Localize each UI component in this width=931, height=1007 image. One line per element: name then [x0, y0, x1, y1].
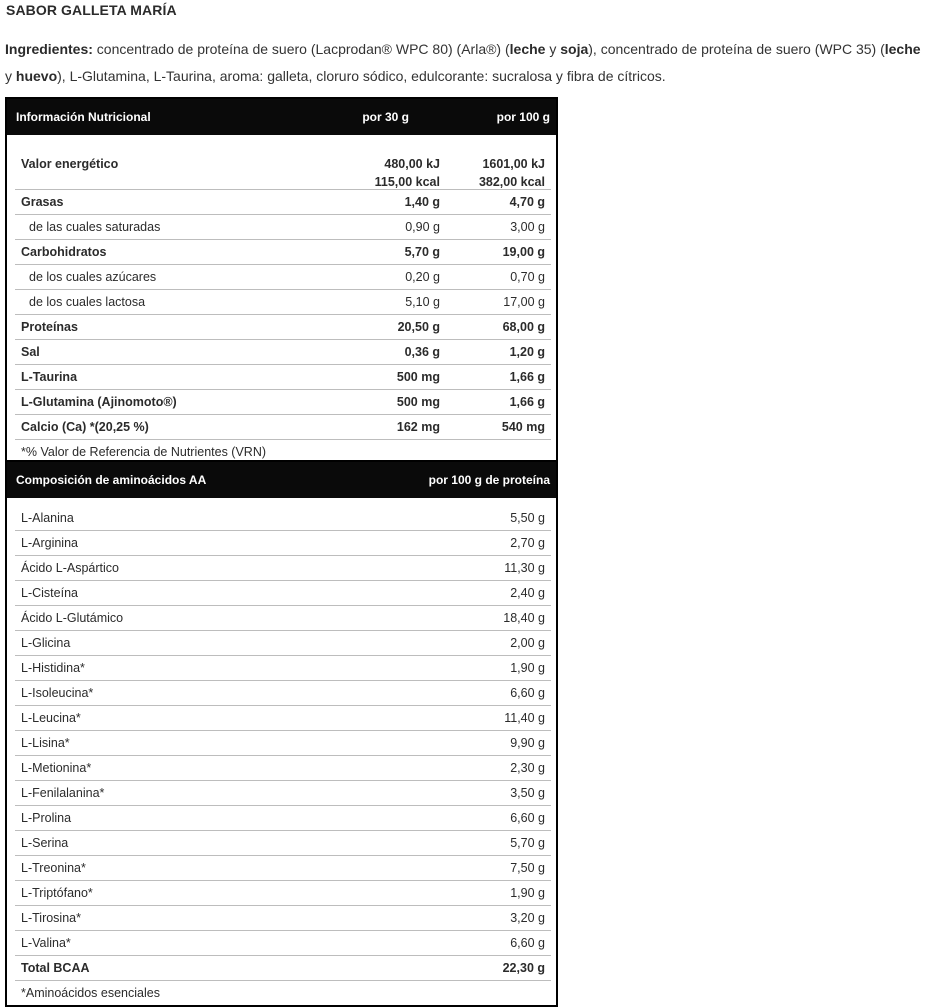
- amino-row: [15, 706, 551, 731]
- nutrition-row: [15, 390, 551, 415]
- amino-rows: [7, 506, 556, 956]
- amino-row: [15, 506, 551, 531]
- ingredients-text-part: y: [545, 41, 561, 57]
- amino-total-row: [15, 956, 551, 981]
- amino-row-value: 5,70 g: [510, 836, 545, 850]
- amino-row-label: L-Lisina*: [21, 736, 70, 750]
- nutrition-row-label: L-Taurina: [21, 370, 78, 384]
- amino-row-value: 6,60 g: [510, 936, 545, 950]
- energy-row: [15, 143, 551, 190]
- amino-row: [15, 806, 551, 831]
- nutrition-row-value-100: 3,00 g: [510, 220, 545, 234]
- amino-row-label: L-Metionina*: [21, 761, 92, 775]
- energy-kcal-100: 382,00 kcal: [478, 175, 545, 189]
- nutrition-row: [15, 315, 551, 340]
- amino-row: [15, 906, 551, 931]
- nutrition-row-value-30: 0,20 g: [405, 270, 440, 284]
- nutrition-row-value-30: 20,50 g: [397, 320, 440, 334]
- nutrition-row: [15, 340, 551, 365]
- amino-row-label: L-Treonina*: [21, 861, 86, 875]
- amino-header-label: Composición de aminoácidos AA: [16, 473, 207, 487]
- amino-row-value: 6,60 g: [510, 811, 545, 825]
- amino-row-value: 5,50 g: [510, 511, 545, 525]
- nutrition-row-value-100: 1,20 g: [509, 345, 545, 359]
- nutrition-header: [7, 99, 556, 135]
- amino-row-label: Ácido L-Aspártico: [21, 561, 119, 575]
- amino-row-value: 18,40 g: [503, 611, 545, 625]
- nutrition-footnote: *% Valor de Referencia de Nutrientes (VRN): [21, 445, 267, 459]
- nutrition-row-value-100: 4,70 g: [509, 195, 545, 209]
- nutrition-row-value-30: 500 mg: [396, 370, 440, 384]
- nutrition-row-value-30: 162 mg: [396, 420, 440, 434]
- amino-row-label: L-Leucina*: [21, 711, 81, 725]
- nutrition-row-label: L-Glutamina (Ajinomoto®): [21, 395, 177, 409]
- amino-row: [15, 931, 551, 956]
- energy-kj-100: 1601,00 kJ: [482, 157, 545, 171]
- nutrition-row: [15, 290, 551, 315]
- nutrition-row-value-100: 19,00 g: [502, 245, 545, 259]
- nutrition-table: [5, 97, 558, 466]
- amino-row-label: L-Tirosina*: [21, 911, 81, 925]
- nutrition-row-value-100: 68,00 g: [502, 320, 545, 334]
- amino-row-value: 2,00 g: [510, 636, 545, 650]
- nutrition-row: [15, 265, 551, 290]
- ingredients-text-part: ), L-Glutamina, L-Taurina, aroma: galleta, cloruro sódico, edulcorante: sucralosa y fibra de cítricos.: [57, 68, 666, 84]
- nutrition-row-value-30: 1,40 g: [404, 195, 440, 209]
- nutrition-row-label: de los cuales lactosa: [29, 295, 146, 309]
- amino-row-value: 1,90 g: [510, 886, 545, 900]
- amino-row-label: L-Cisteína: [21, 586, 78, 600]
- ingredients-text-part: concentrado de proteína de suero (Lacprodan® WPC 80) (Arla®) (: [92, 41, 510, 57]
- nutrition-row-label: Calcio (Ca) *(20,25 %): [21, 420, 149, 434]
- amino-row: [15, 781, 551, 806]
- amino-row-label: L-Fenilalanina*: [21, 786, 105, 800]
- amino-row-value: 6,60 g: [510, 686, 545, 700]
- amino-row: [15, 856, 551, 881]
- amino-row: [15, 631, 551, 656]
- amino-row-value: 7,50 g: [510, 861, 545, 875]
- amino-row-value: 9,90 g: [510, 736, 545, 750]
- amino-table: [5, 460, 558, 1007]
- nutrition-row-value-100: 0,70 g: [510, 270, 545, 284]
- nutrition-row-value-100: 1,66 g: [509, 395, 545, 409]
- amino-row: [15, 681, 551, 706]
- amino-row-value: 1,90 g: [510, 661, 545, 675]
- nutrition-header-col1: por 30 g: [362, 110, 409, 124]
- amino-row: [15, 656, 551, 681]
- nutrition-row-value-100: 540 mg: [501, 420, 545, 434]
- amino-row-label: L-Alanina: [21, 511, 74, 525]
- nutrition-row-label: de las cuales saturadas: [29, 220, 161, 234]
- ingredients-paragraph: [5, 36, 925, 90]
- amino-row-value: 3,20 g: [510, 911, 545, 925]
- amino-footnote-row: [15, 981, 551, 1005]
- amino-total-label: Total BCAA: [21, 961, 90, 975]
- nutrition-row-value-30: 0,90 g: [405, 220, 440, 234]
- amino-row-label: L-Serina: [21, 836, 69, 850]
- amino-row-label: Ácido L-Glutámico: [21, 611, 124, 625]
- nutrition-row-value-30: 5,70 g: [404, 245, 440, 259]
- amino-row-value: 2,70 g: [510, 536, 545, 550]
- nutrition-header-col2: por 100 g: [496, 110, 550, 124]
- nutrition-row-label: de los cuales azúcares: [29, 270, 157, 284]
- amino-row-value: 11,40 g: [504, 711, 545, 725]
- amino-row-value: 11,30 g: [504, 561, 545, 575]
- amino-row: [15, 581, 551, 606]
- ingredients-text-part: y: [5, 68, 16, 84]
- allergen-text: soja: [560, 41, 589, 57]
- amino-row: [15, 531, 551, 556]
- allergen-text: leche: [509, 41, 546, 57]
- flavor-title: SABOR GALLETA MARÍA: [6, 2, 177, 18]
- nutrition-row: [15, 365, 551, 390]
- amino-row-value: 2,30 g: [510, 761, 545, 775]
- nutrition-row-label: Sal: [21, 345, 40, 359]
- nutrition-row-value-100: 1,66 g: [509, 370, 545, 384]
- energy-kj-30: 480,00 kJ: [384, 157, 440, 171]
- amino-row: [15, 731, 551, 756]
- energy-kcal-30: 115,00 kcal: [374, 175, 440, 189]
- amino-row-label: L-Triptófano*: [21, 886, 93, 900]
- amino-row: [15, 881, 551, 906]
- amino-row: [15, 606, 551, 631]
- allergen-text: huevo: [15, 68, 58, 84]
- amino-row-label: L-Histidina*: [21, 661, 85, 675]
- amino-row-label: L-Glicina: [21, 636, 71, 650]
- nutrition-row: [15, 415, 551, 440]
- allergen-text: leche: [884, 41, 921, 57]
- nutrition-row: [15, 215, 551, 240]
- nutrition-row-value-100: 17,00 g: [503, 295, 545, 309]
- nutrition-row: [15, 240, 551, 265]
- nutrition-row-value-30: 500 mg: [396, 395, 440, 409]
- amino-row-value: 2,40 g: [510, 586, 545, 600]
- amino-footnote: *Aminoácidos esenciales: [21, 986, 160, 1000]
- amino-header: [7, 462, 556, 498]
- amino-row: [15, 831, 551, 856]
- amino-row: [15, 756, 551, 781]
- ingredients-label: Ingredientes:: [5, 41, 93, 57]
- amino-row-label: L-Valina*: [21, 936, 71, 950]
- nutrition-row-value-30: 0,36 g: [404, 345, 440, 359]
- nutrition-header-label: Información Nutricional: [16, 110, 151, 124]
- nutrition-row-label: Carbohidratos: [21, 245, 107, 259]
- nutrition-row: [15, 190, 551, 215]
- nutrition-row-label: Grasas: [21, 195, 64, 209]
- nutrition-row-value-30: 5,10 g: [405, 295, 440, 309]
- ingredients-text: [5, 41, 921, 84]
- amino-row-value: 3,50 g: [510, 786, 545, 800]
- nutrition-row-label: Proteínas: [21, 320, 78, 334]
- energy-label: Valor energético: [21, 157, 119, 171]
- ingredients-text-part: ), concentrado de proteína de suero (WPC 35) (: [588, 41, 885, 57]
- amino-row: [15, 556, 551, 581]
- amino-row-label: L-Arginina: [21, 536, 78, 550]
- nutrition-rows: [7, 190, 556, 440]
- amino-total-value: 22,30 g: [502, 961, 545, 975]
- amino-row-label: L-Isoleucina*: [21, 686, 94, 700]
- amino-row-label: L-Prolina: [21, 811, 72, 825]
- amino-header-col: por 100 g de proteína: [428, 473, 550, 487]
